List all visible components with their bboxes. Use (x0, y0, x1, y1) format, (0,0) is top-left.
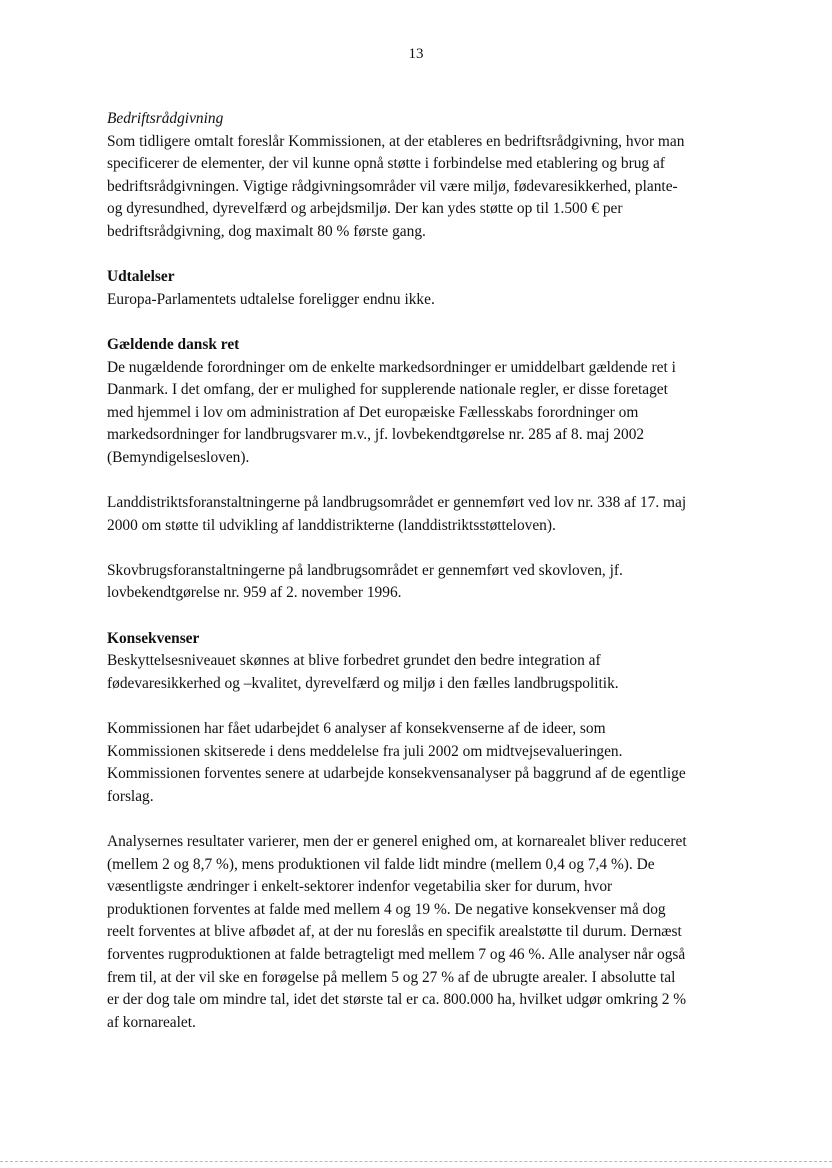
section-bedriftsraadgivning (107, 108, 747, 244)
text-line: Danmark. I det omfang, der er mulighed for supplerende nationale regler, er disse foretaget (107, 381, 668, 399)
section-heading: Bedriftsrådgivning (107, 110, 224, 127)
text-line: Kommissionen forventes senere at udarbejde konsekvensanalyser på baggrund af de egentlige (107, 765, 686, 783)
text-line: (Bemyndigelsesloven). (107, 448, 250, 466)
paragraph (107, 718, 747, 808)
text-line: Analysernes resultater varierer, men der er generel enighed om, at kornarealet bliver reduceret (107, 833, 687, 850)
text-line: forslag. (107, 787, 154, 805)
text-line: 2000 om støtte til udvikling af landdistrikterne (landdistriktsstøtteloven). (107, 516, 556, 534)
section-heading: Udtalelser (107, 268, 175, 286)
paragraph (107, 357, 747, 470)
document-body (107, 108, 747, 1034)
text-line: Beskyttelsesniveauet skønnes at blive forbedret grundet den bedre integration af (107, 652, 601, 670)
section-heading: Gældende dansk ret (107, 335, 240, 353)
paragraph (107, 650, 747, 695)
text-line: (mellem 2 og 8,7 %), mens produktionen vil falde lidt mindre (mellem 0,4 og 7,4 %). De (107, 855, 655, 873)
text-line: Skovbrugsforanstaltningerne på landbrugsområdet er gennemført ved skovloven, jf. (107, 561, 623, 579)
section-udtalelser (107, 266, 747, 311)
text-line: forventes rugproduktionen at falde betragteligt med mellem 7 og 46 %. Alle analyser når også (107, 945, 686, 963)
text-line: Landdistriktsforanstaltningerne på landbrugsområdet er gennemført ved lov nr. 338 af 17. maj (107, 494, 687, 512)
section-konsekvenser (107, 628, 747, 1035)
page-number: 13 (408, 46, 424, 62)
text-line: markedsordninger for landbrugsvarer m.v., jf. lovbekendtgørelse nr. 285 af 8. maj 2002 (107, 426, 645, 444)
scan-edge-divider (0, 1161, 832, 1162)
text-line: Kommissionen har fået udarbejdet 6 analyser af konsekvenserne af de ideer, som (107, 720, 606, 738)
text-line: af kornarealet. (107, 1013, 196, 1031)
text-line: frem til, at der vil ske en forøgelse på mellem 5 og 27 % af de ubrugte arealer. I absolutte tal (107, 968, 676, 986)
section-heading: Konsekvenser (107, 629, 200, 647)
text-line: Som tidligere omtalt foreslår Kommissionen, at der etableres en bedriftsrådgivning, hvor man (107, 132, 685, 150)
text-line: bedriftsrådgivning, dog maximalt 80 % første gang. (107, 222, 426, 240)
paragraph (107, 492, 747, 537)
paragraph (107, 131, 747, 244)
paragraph (107, 289, 747, 312)
text-line: væsentligste ændringer i enkelt-sektorer indenfor vegetabilia sker for durum, hvor (107, 878, 613, 896)
text-line: produktionen forventes at falde med mellem 4 og 19 %. De negative konsekvenser må dog (107, 900, 666, 918)
text-line: bedriftsrådgivningen. Vigtige rådgivningsområder vil være miljø, fødevaresikkerhed, plante- (107, 177, 678, 195)
paragraph (107, 560, 747, 605)
text-line: Europa-Parlamentets udtalelse foreligger endnu ikke. (107, 290, 435, 308)
text-line: reelt forventes at blive afbødet af, at der nu foreslås en specifik arealstøtte til durum. Dernæst (107, 923, 682, 941)
text-line: De nugældende forordninger om de enkelte markedsordninger er umiddelbart gældende ret i (107, 358, 676, 376)
text-line: med hjemmel i lov om administration af Det europæiske Fællesskabs forordninger om (107, 403, 639, 421)
text-line: er der dog tale om mindre tal, idet det største tal er ca. 800.000 ha, hvilket udgør omkring 2 % (107, 991, 687, 1009)
paragraph (107, 831, 747, 1034)
text-line: fødevaresikkerhed og –kvalitet, dyrevelfærd og miljø i den fælles landbrugspolitik. (107, 674, 619, 692)
text-line: Kommissionen skitserede i dens meddelelse fra juli 2002 om midtvejsevalueringen. (107, 742, 623, 760)
text-line: og dyresundhed, dyrevelfærd og arbejdsmiljø. Der kan ydes støtte op til 1.500 € per (107, 200, 623, 218)
section-gaeldende-dansk-ret (107, 334, 747, 605)
text-line: lovbekendtgørelse nr. 959 af 2. november 1996. (107, 584, 402, 602)
text-line: specificerer de elementer, der vil kunne opnå støtte i forbindelse med etablering og brug af (107, 155, 665, 173)
